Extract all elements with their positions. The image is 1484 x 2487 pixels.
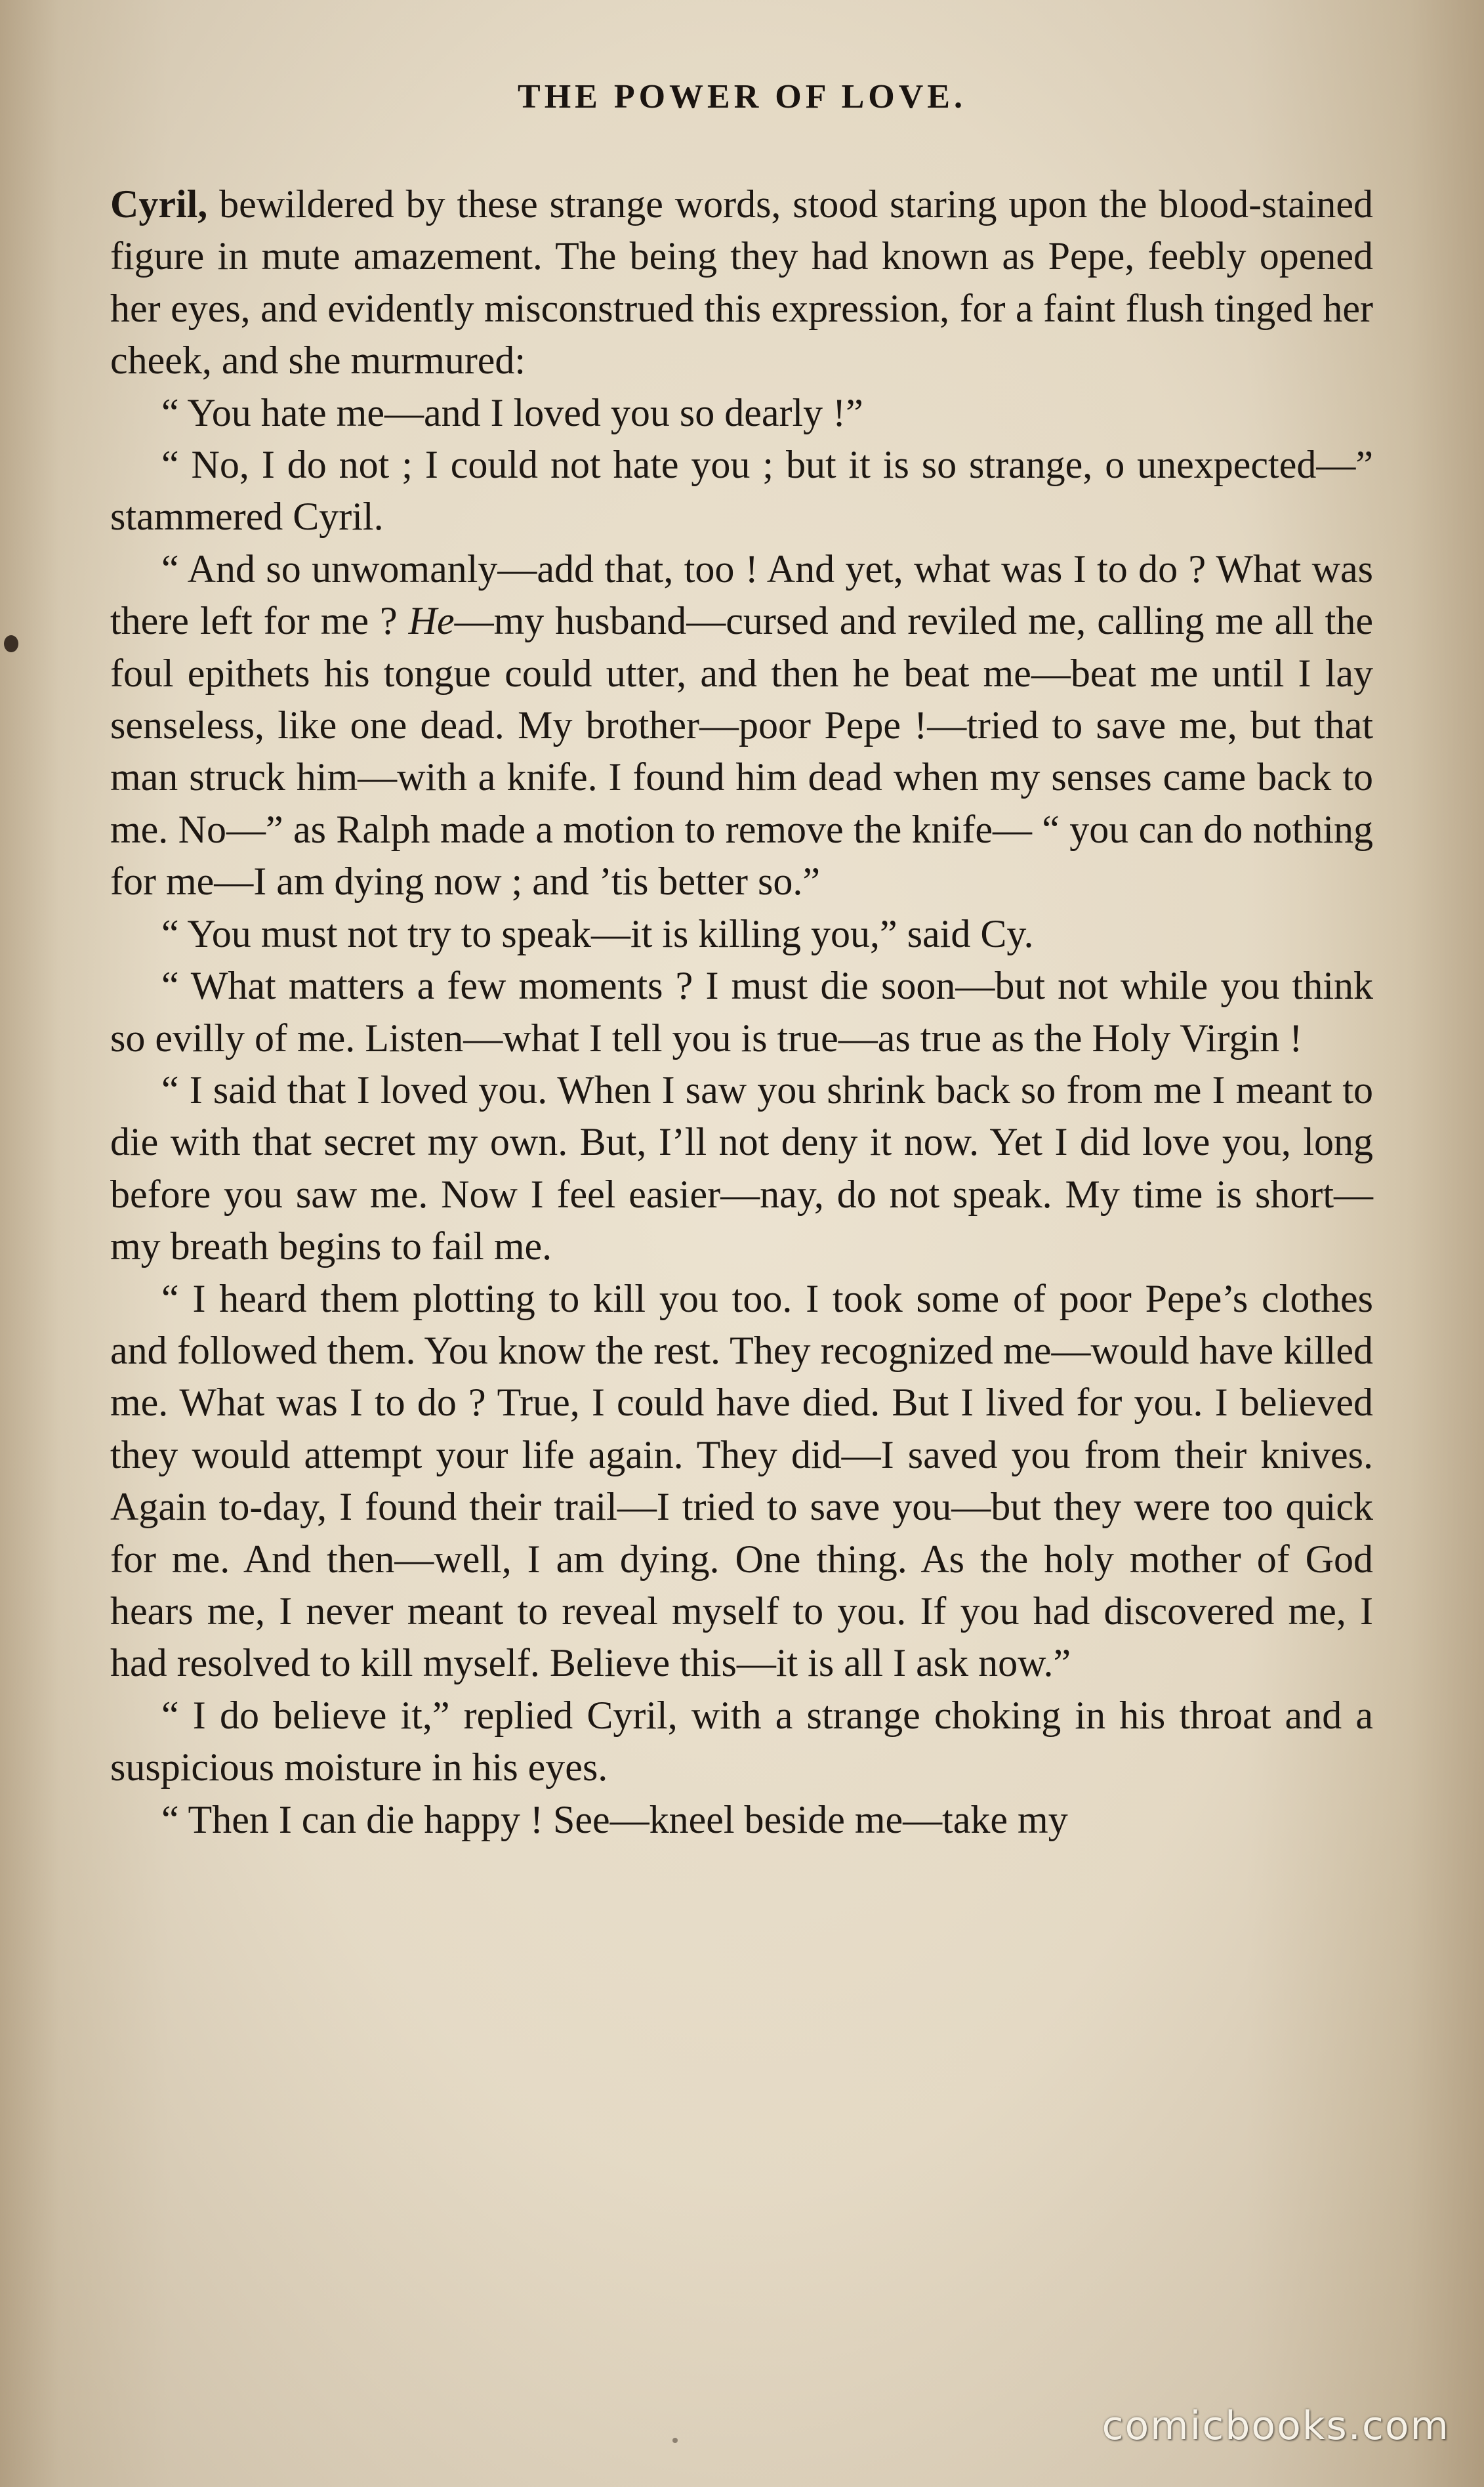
paragraph-1 xyxy=(110,178,1373,387)
paragraph-4-emphasis: He xyxy=(408,599,455,643)
running-head: THE POWER OF LOVE. xyxy=(518,78,966,115)
watermark: comicbooks.com xyxy=(1102,2403,1450,2449)
paragraph-1-text: bewildered by these strange words, stood staring upon the blood-stained figure in mute amazement. The being they had known as Pepe, feebly opened her eyes, and evidently misconstrued this expression, for a faint flush tinged her cheek, and she murmured: xyxy=(110,182,1373,383)
paragraph-6: “ What matters a few moments ? I must die soon—but not while you think so evilly of me. Listen—what I tell you is true—as true as the Holy Virgin ! xyxy=(110,964,1373,1060)
ink-spot xyxy=(672,2438,678,2443)
paragraph-5: “ You must not try to speak—it is killing you,” said Cy. xyxy=(161,911,1034,955)
paragraph-9: “ I do believe it,” replied Cyril, with a strange choking in his throat and a suspicious moisture in his eyes. xyxy=(110,1693,1373,1789)
body-text xyxy=(110,178,1373,1846)
paragraph-2: “ You hate me—and I loved you so dearly !” xyxy=(161,390,863,434)
paragraph-4-text-before: “ And so unwomanly—add that, too ! And yet, what was I to do ? What was there left for me ? xyxy=(110,547,1373,643)
paragraph-10: “ Then I can die happy ! See—kneel beside me—take my xyxy=(161,1797,1068,1841)
paragraph-3: “ No, I do not ; I could not hate you ; but it is so strange, o unexpected—” stammered Cyril. xyxy=(110,443,1373,539)
ink-spot xyxy=(4,635,18,652)
paragraph-lead-word: Cyril, xyxy=(110,182,208,226)
paragraph-7: “ I said that I loved you. When I saw you shrink back so from me I meant to die with that secret my own. But, I’ll not deny it now. Yet I did love you, long before you saw me. Now I feel easier—nay, do not speak. My time is short—my breath begins to fail me. xyxy=(110,1068,1373,1268)
paragraph-4-text-after: —my husband—cursed and reviled me, calling me all the foul epithets his tongue could utter, and then he beat me—beat me until I lay senseless, like one dead. My brother—poor Pepe !—tried to save me, but that man struck him—with a knife. I found him dead when my senses came back to me. No—” as Ralph made a motion to remove the knife— “ you can do nothing for me—I am dying now ; and ’tis better so.” xyxy=(110,599,1373,904)
paragraph-8: “ I heard them plotting to kill you too. I took some of poor Pepe’s clothes and followed them. You know the rest. They recognized me—would have killed me. What was I to do ? True, I could have died. But I lived for you. I believed they would attempt your life again. They did—I saved you from their knives. Again to-day, I found their trail—I tried to save you—but they were too quick for me. And then—well, I am dying. One thing. As the holy mother of God hears me, I never meant to reveal myself to you. If you had discovered me, I had resolved to kill myself. Believe this—it is all I ask now.” xyxy=(110,1276,1373,1685)
paragraph-4 xyxy=(110,543,1373,908)
